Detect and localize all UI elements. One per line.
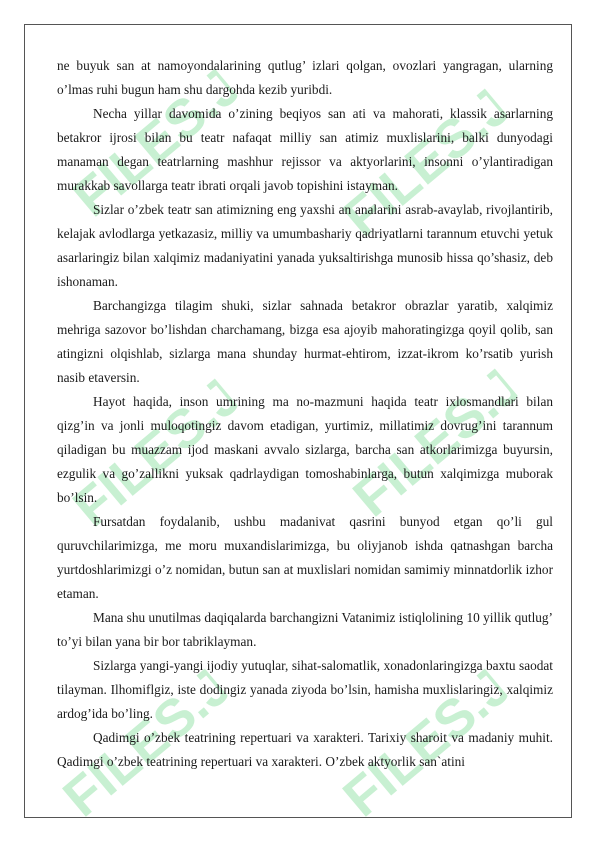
paragraph: Necha yillar davomida o’zining beqiyos san ati va mahorati, klassik asarlarning betakror ijrosi bilan bu teatr nafaqat milliy san atimiz muxlislarini, balki dunyodagi manaman degan teatrlarning mashhur rejissor va aktyorlarini, insonni o’ylantiradigan murakkab savollarga teatr ibrati orqali javob topishini istayman. bbox=[57, 106, 553, 193]
watermark-text: FILES.JOB bbox=[342, 349, 537, 529]
watermark-text: FILES.JOB bbox=[62, 359, 257, 539]
paragraph: Barchangizga tilagim shuki, sizlar sahnada betakror obrazlar yaratib, xalqimiz mehriga sazovor bo’lishdan charchamang, bizga esa ajoyib mahoratingizga qoyil qolib, san atingizni olqishlab, sizlarga mana shunday hurmat-ehtirom, izzat-ikrom ko’rsatib yurish nasib etaversin. bbox=[57, 298, 553, 385]
paragraph: Hayot haqida, inson umrining ma no-mazmuni haqida teatr ixlosmandlari bilan qizg’in va jonli muloqotingiz davom etadigan, yurtimiz, millatimiz dovrug’ini tarannum qiladigan bu muazzam ijod maskani avvalo sizlarga, barcha san atkorlarimizga buyursin, ezgulik va go’zallikni yuksak qadrlaydigan tomoshabinlarga, butun xalqimizga muborak bo’lsin. bbox=[57, 394, 553, 505]
watermark-text: FILES.JOB bbox=[62, 49, 257, 229]
watermark-text: FILES.JOB bbox=[52, 649, 247, 829]
watermark-text: FILES.JOB bbox=[332, 649, 527, 829]
watermark-text: FILES.JOB bbox=[332, 69, 527, 249]
paragraph: Sizlar o’zbek teatr san atimizning eng yaxshi an analarini asrab-avaylab, rivojlantirib, kelajak avlodlarga yetkazasiz, milliy va umumbashariy qadriyatlarni tarannum etuvchi yetuk asarlaringiz bilan xalqimiz madaniyatini yanada yuksaltirishga munosib hissa qo’shasiz, deb ishonaman. bbox=[57, 202, 553, 289]
paragraph: Mana shu unutilmas daqiqalarda barchangizni Vatanimiz istiqlolining 10 yillik qutlug’ to’yi bilan yana bir bor tabriklayman. bbox=[57, 610, 553, 649]
paragraph: ne buyuk san at namoyondalarining qutlug’ izlari qolgan, ovozlari yangragan, ularning o’lmas ruhi bugun ham shu dargohda kezib yuribdi. bbox=[57, 58, 553, 97]
document-body bbox=[57, 54, 553, 774]
paragraph: Fursatdan foydalanib, ushbu madanivat qasrini bunyod etgan qo’li gul quruvchilarimizga, me moru muxandislarimizga, bu oliyjanob ishda qatnashgan barcha yurtdoshlarimizgi o’z nomidan, butun san at muxlislari nomidan samimiy minnatdorlik izhor etaman. bbox=[57, 514, 553, 601]
paragraph: Qadimgi o’zbek teatrining repertuari va xarakteri. Tarixiy sharoit va madaniy muhit. Qadimgi o’zbek teatrining repertuari va xarakteri. O’zbek aktyorlik san`atini bbox=[57, 730, 553, 769]
paragraph: Sizlarga yangi-yangi ijodiy yutuqlar, sihat-salomatlik, xonadonlaringizga baxtu saodat tilayman. Ilhomiflgiz, iste dodingiz yanada ziyoda bo’lsin, hamisha muxlislaringiz, xalqimiz ardog’ida bo’ling. bbox=[57, 658, 553, 721]
